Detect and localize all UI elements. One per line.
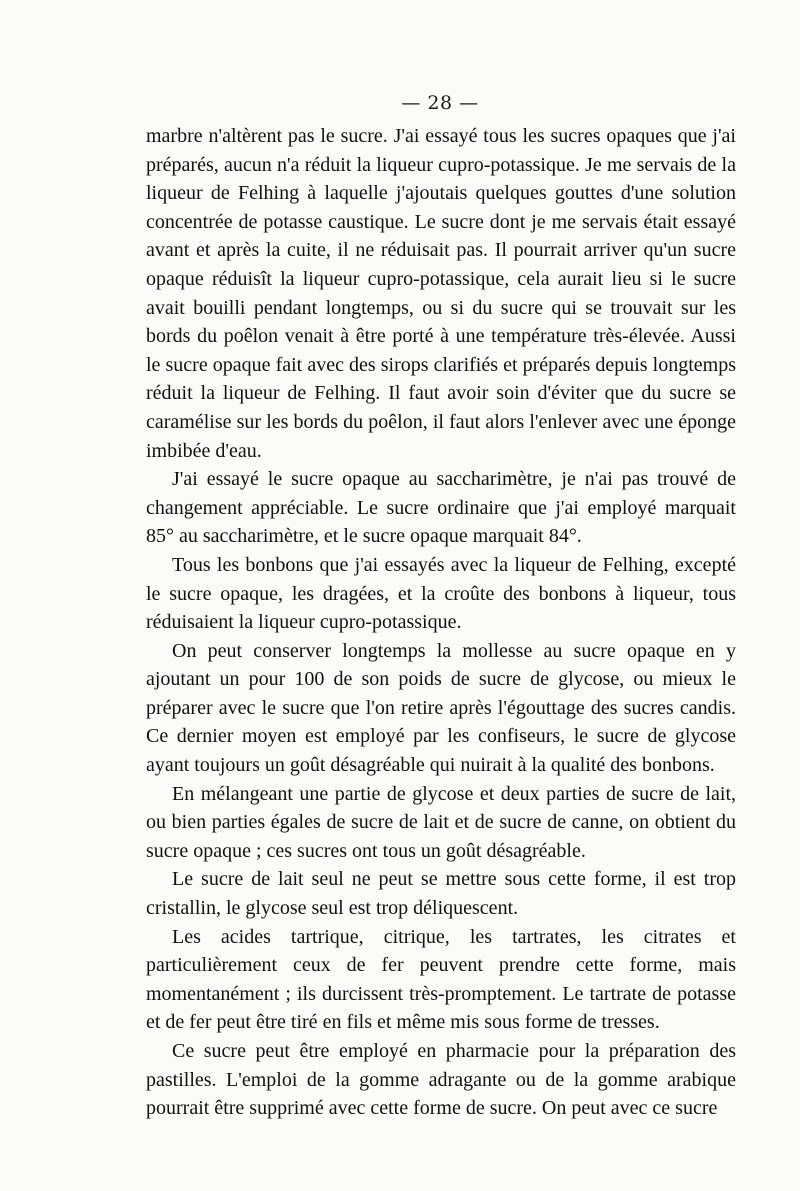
paragraph-8: Ce sucre peut être employé en pharmacie pour la préparation des pastilles. L'emploi de la gomme adragante ou de la gomme arabique pourrait être supprimé avec cette forme de sucre. On peut avec ce sucre — [146, 1040, 736, 1120]
paragraph-4: On peut conserver longtemps la mollesse au sucre opaque en y ajoutant un pour 100 de son poids de sucre de glycose, ou mieux le préparer avec le sucre que l'on retire après l'égouttage des sucres candis. Ce dernier moyen est employé par les confiseurs, le sucre de glycose ayant toujours un goût désagréable qui nuirait à la qualité des bonbons. — [146, 639, 736, 777]
paragraph-5: En mélangeant une partie de glycose et deux parties de sucre de lait, ou bien parties égales de sucre de lait et de sucre de canne, on obtient du sucre opaque ; ces sucres ont tous un goût désagréable. — [146, 782, 736, 862]
body-text — [146, 122, 736, 1123]
page-number: — 28 — — [401, 92, 479, 114]
paragraph-3: Tous les bonbons que j'ai essayés avec la liqueur de Felhing, excepté le sucre opaque, les dragées, et la croûte des bonbons à liqueur, tous réduisaient la liqueur cupro-potassique. — [146, 553, 736, 634]
paragraph-1: marbre n'altèrent pas le sucre. J'ai essayé tous les sucres opaques que j'ai préparés, aucun n'a réduit la liqueur cupro-potassique. Je me servais de la liqueur de Felhing à laquelle j'ajoutais quelques gouttes d'une solution concentrée de potasse caustique. Le sucre dont je me servais était essayé avant et après la cuite, il ne réduisait pas. Il pourrait arriver qu'un sucre opaque réduisît la liqueur cupro-potassique, cela aurait lieu si le sucre avait bouilli pendant longtemps, ou si du sucre qui se trouvait sur les bords du poêlon venait à être porté à une température très-élevée. Aussi le sucre opaque fait avec des sirops clarifiés et préparés depuis longtemps réduit la liqueur de Felhing. Il faut avoir soin d'éviter que du sucre se caramélise sur les bords du poêlon, il faut alors l'enlever avec une éponge imbibée d'eau. — [146, 125, 736, 462]
paragraph-2: J'ai essayé le sucre opaque au saccharimètre, je n'ai pas trouvé de changement appréciable. Le sucre ordinaire que j'ai employé marquait 85° au saccharimètre, et le sucre opaque marquait 84°. — [146, 468, 736, 548]
paragraph-6: Le sucre de lait seul ne peut se mettre sous cette forme, il est trop cristallin, le glycose seul est trop déliquescent. — [146, 868, 736, 920]
paragraph-7: Les acides tartrique, citrique, les tartrates, les citrates et particulièrement ceux de fer peuvent prendre cette forme, mais momentanément ; ils durcissent très-promptement. Le tartrate de potasse et de fer peut être tiré en fils et même mis sous forme de tresses. — [146, 925, 736, 1034]
